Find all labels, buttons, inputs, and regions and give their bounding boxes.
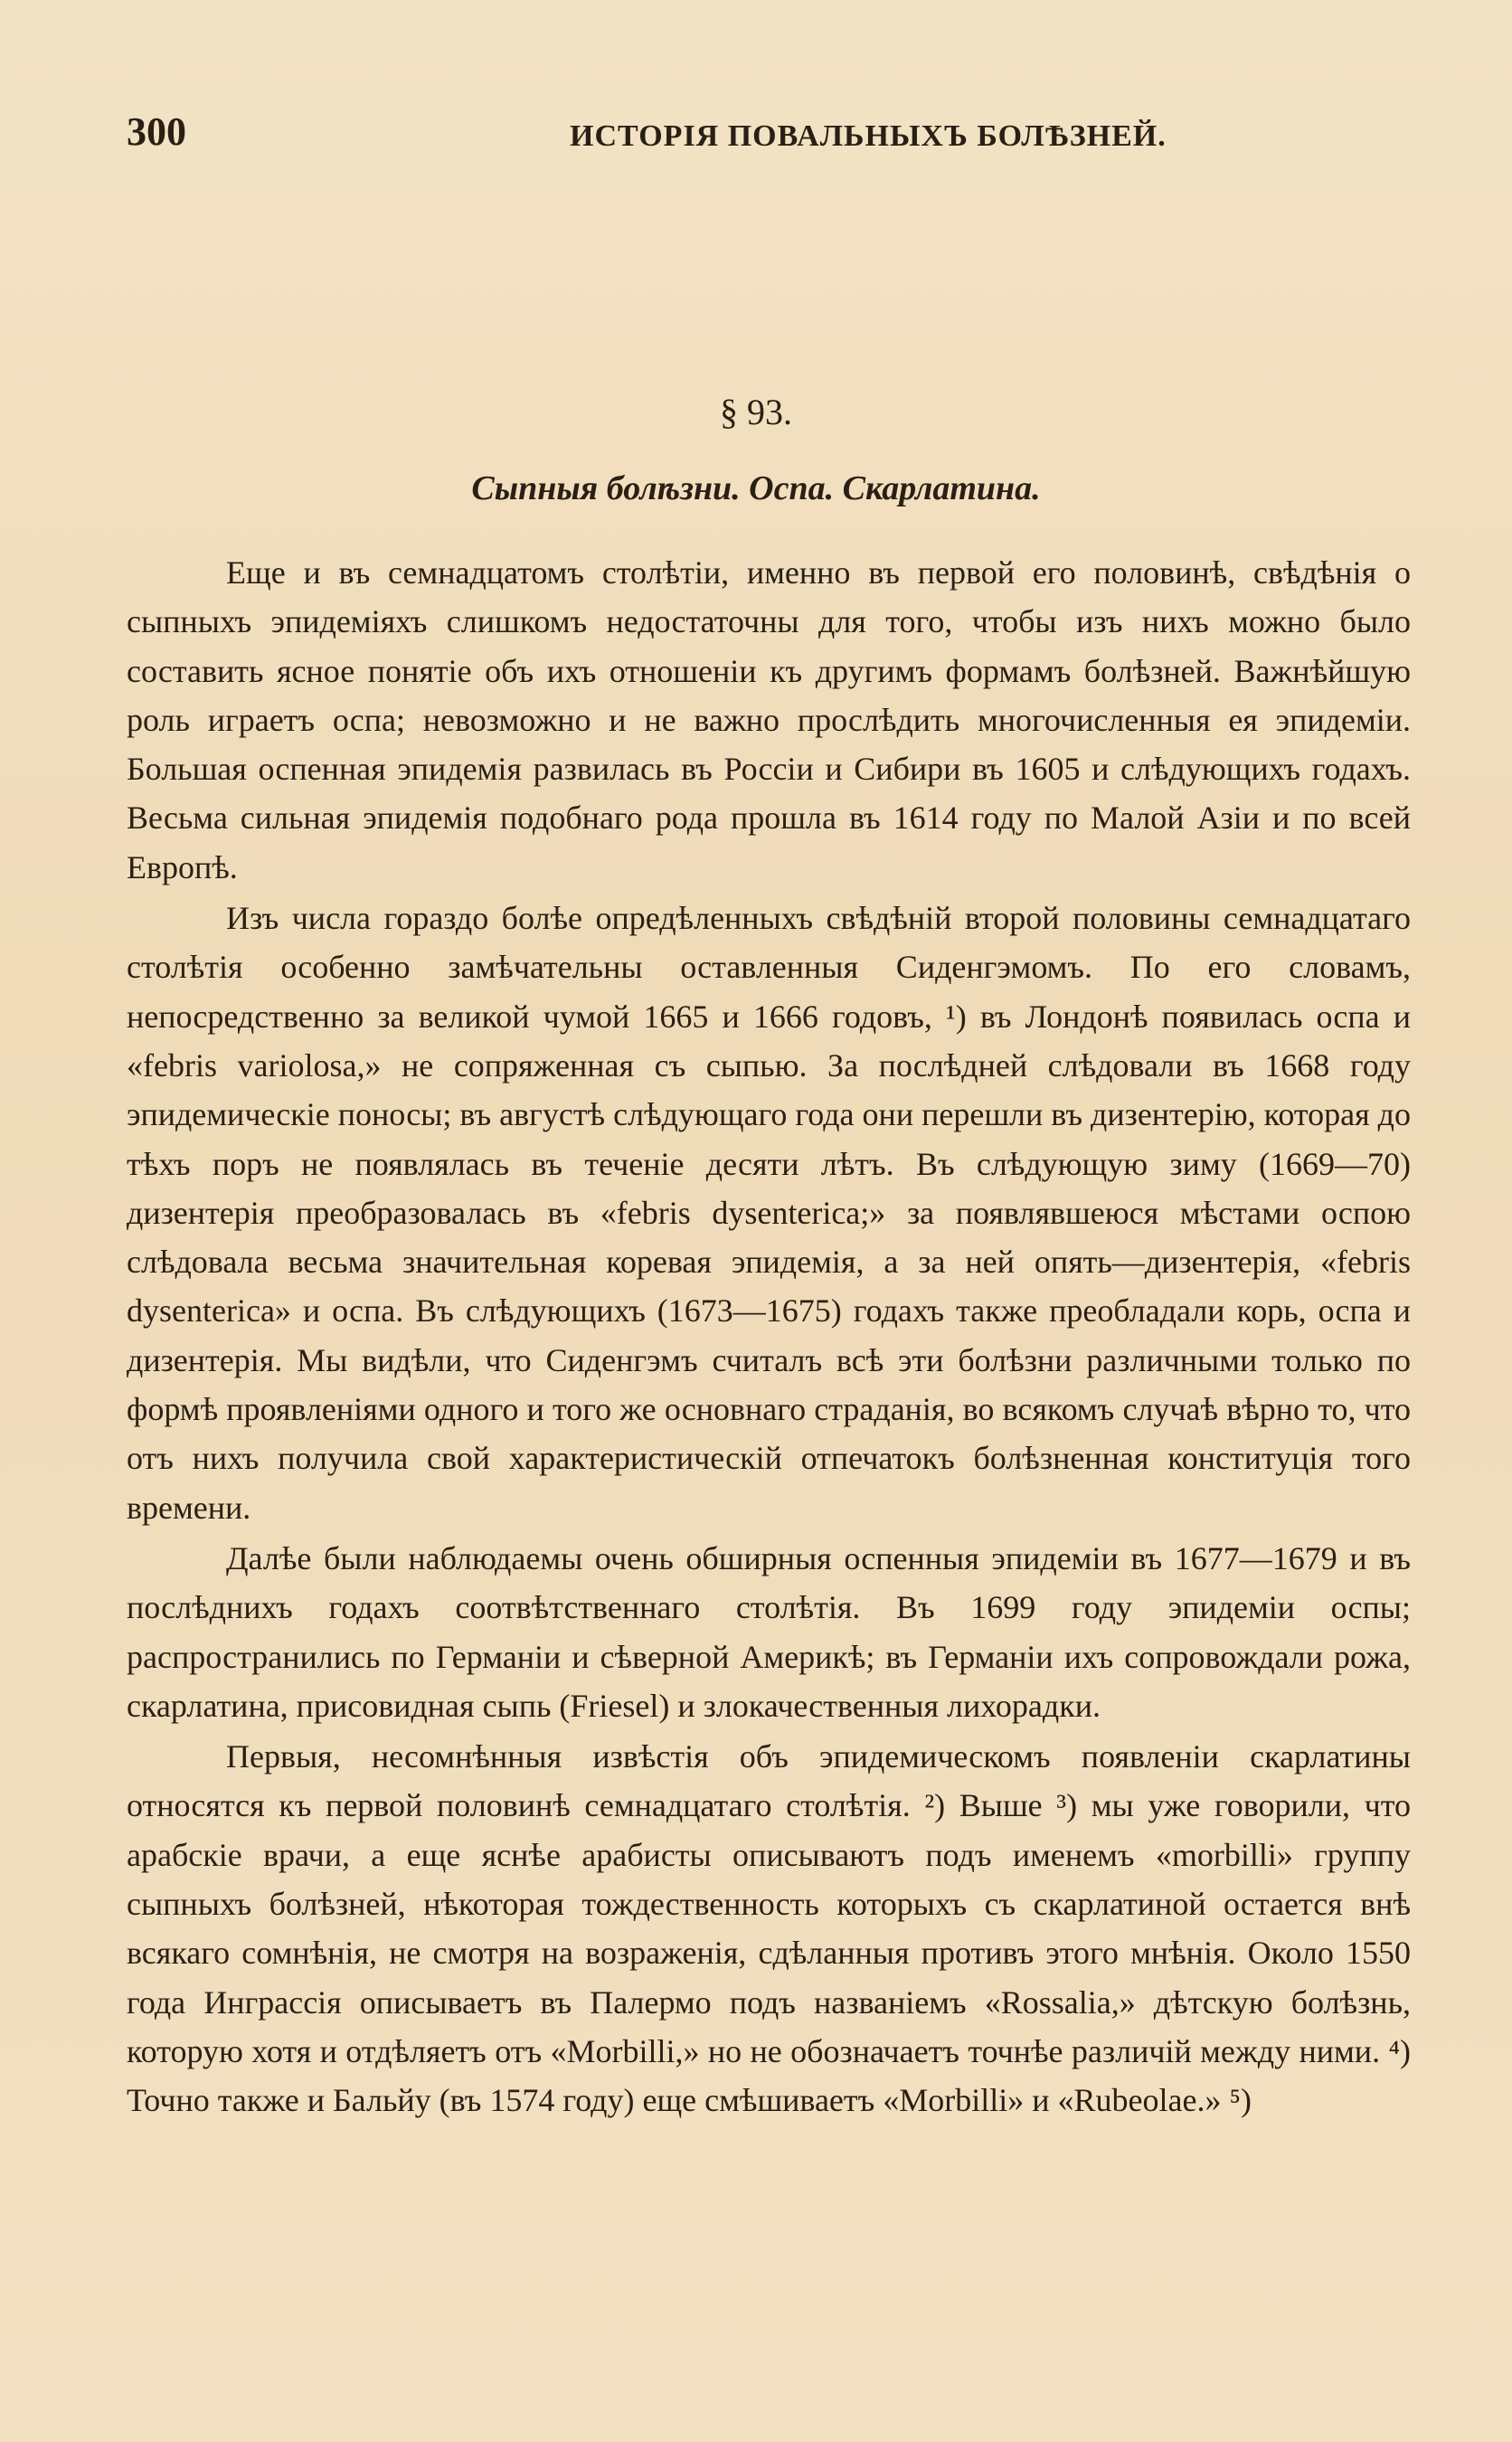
body-text (127, 548, 1411, 2125)
paragraph: Изъ числа гораздо болѣе опредѣленныхъ свѣдѣній второй половины семнадцатаго столѣтія особенно замѣчательны оставленныя Сиденгэмомъ. По его словамъ, непосредственно за великой чумой 1665 и 1666 годовъ, ¹) въ Лондонѣ появилась оспа и «febris variolosa,» не сопряженная съ сыпью. За послѣдней слѣдовали въ 1668 году эпидемическіе поносы; въ августѣ слѣдующаго года они перешли въ дизентерію, которая до тѣхъ поръ не появлялась въ теченіе десяти лѣтъ. Въ слѣдующую зиму (1669—70) дизентерія преобразовалась въ «febris dysenterica;» за появлявшеюся мѣстами оспою слѣдовала весьма значительная коревая эпидемія, а за ней опять—дизентерія, «febris dysenterica» и оспа. Въ слѣдующихъ (1673—1675) годахъ также преобладали корь, оспа и дизентерія. Мы видѣли, что Сиденгэмъ считалъ всѣ эти болѣзни различными только по формѣ проявленіями одного и того же основнаго страданія, во всякомъ случаѣ вѣрно то, что отъ нихъ получила свой характеристическій отпечатокъ болѣзненная конституція того времени. (127, 900, 1411, 1526)
paragraph: Первыя, несомнѣнныя извѣстія объ эпидемическомъ появленіи скарлатины относятся къ первой половинѣ семнадцатаго столѣтія. ²) Выше ³) мы уже говорили, что арабскіе врачи, а еще яснѣе арабисты описываютъ подъ именемъ «morbilli» группу сыпныхъ болѣзней, нѣкоторая тождественность которыхъ съ скарлатиной остается внѣ всякаго сомнѣнія, не смотря на возраженія, сдѣланныя противъ этого мнѣнія. Около 1550 года Инграссія описываетъ въ Палермо подъ названіемъ «Rossalia,» дѣтскую болѣзнь, которую хотя и отдѣляетъ отъ «Morbilli,» но не обозначаетъ точнѣе различій между ними. ⁴) Точно также и Бальйу (въ 1574 году) еще смѣшиваетъ «Morbilli» и «Rubeolae.» ⁵) (127, 1738, 1411, 2119)
running-title: ИСТОРІЯ ПОВАЛЬНЫХЪ БОЛѢЗНЕЙ. (570, 119, 1167, 153)
section-number: § 93. (720, 392, 792, 432)
paragraph: Далѣе были наблюдаемы очень обширныя оспенныя эпидеміи въ 1677—1679 и въ послѣднихъ годахъ соотвѣтственнаго столѣтія. Въ 1699 году эпидеміи оспы; распространились по Германіи и сѣверной Америкѣ; въ Германіи ихъ сопровождали рожа, скарлатина, присовидная сыпь (Friesel) и злокачественныя лихорадки. (127, 1539, 1411, 1724)
paragraph: Еще и въ семнадцатомъ столѣтіи, именно въ первой его половинѣ, свѣдѣнія о сыпныхъ эпидеміяхъ слишкомъ недостаточны для того, чтобы изъ нихъ можно было составить ясное понятіе объ ихъ отношеніи къ другимъ формамъ болѣзней. Важнѣйшую роль играетъ оспа; невозможно и не важно прослѣдить многочисленныя ея эпидеміи. Большая оспенная эпидемія развилась въ Россіи и Сибири въ 1605 и слѣдующихъ годахъ. Весьма сильная эпидемія подобнаго рода прошла въ 1614 году по Малой Азіи и по всей Европѣ. (127, 554, 1411, 885)
page-number: 300 (127, 109, 186, 154)
section-title: Сыпныя болѣзни. Оспа. Скарлатина. (471, 469, 1041, 507)
page-header (127, 109, 1411, 163)
